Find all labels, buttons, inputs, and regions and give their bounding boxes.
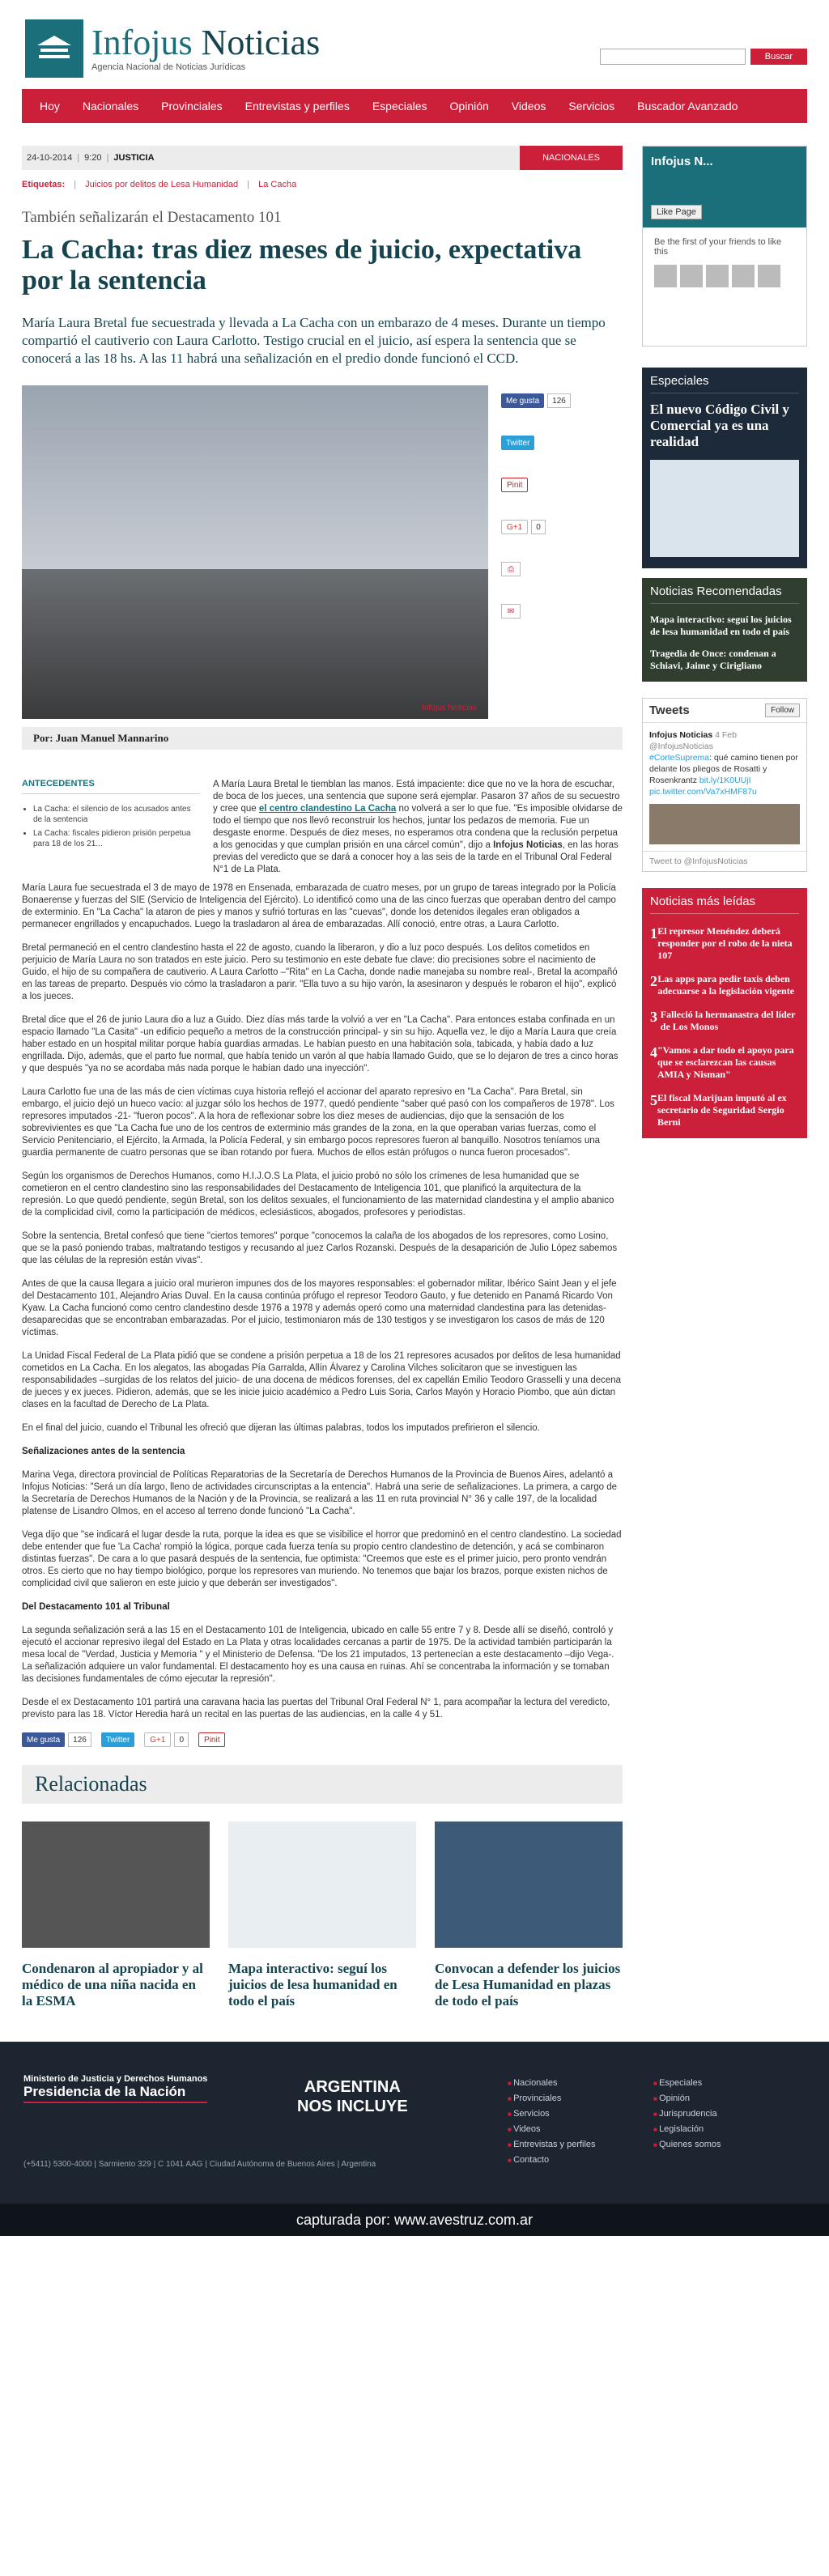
nav-opinion[interactable]: Opinión (449, 100, 489, 113)
facebook-avatars (654, 265, 795, 287)
article-paragraph: Vega dijo que "se indicará el lugar desde la ruta, porque la idea es que se visibilice el horror que predominó en el centro clandestino. La sociedad debe entender que fue 'La Cacha' rompió la lógica, porque cada fuerza tenía su propio centro clandestino de detención, y acá se combinaron distintas fuerzas". De cara a lo que pasará después de la sentencia, fue optimista: "Creemos que este es el primer juicio, pero pronto vendrán otros. Es cierto que no hay tiempo biológico, porque los represores van muriendo. No tenemos que bajar los brazos, porque existen nichos de complicidad civil que salieron en este juicio y que deberán ser investigados". (22, 1530, 622, 1588)
article-paragraph: Desde el ex Destacamento 101 partirá una caravana hacia las puertas del Tribunal Oral Federal N° 1, para acompañar la lectura del veredicto, previsto para las 18. Víctor Heredia hará un recital en las puertas de las audiencias, en la calle 4 y 51. (22, 1698, 610, 1719)
tweet-date: 4 Feb (715, 730, 737, 740)
article-column (22, 146, 623, 2009)
antecedents-title: ANTECEDENTES (22, 779, 200, 794)
especiales-title: Especiales (650, 374, 799, 393)
related-title: Relacionadas (22, 1765, 623, 1804)
email-icon[interactable]: ✉ (501, 604, 521, 618)
footer-link[interactable]: ■ Entrevistas y perfiles (508, 2137, 596, 2153)
tag-link[interactable]: La Cacha (258, 180, 297, 189)
article-paragraph: Sobre la sentencia, Bretal confesó que tiene "ciertos temores" porque "conocemos la calaña de los abogados de los represores, como Losino, que se la pasó poniendo trabas, maltratando testigos y recusando al juez Carlos Rozanski. Después de la desaparición de Julio López sabemos que las células de la represión están vivas". (22, 1231, 618, 1265)
mas-leida-item[interactable]: 2 Las apps para pedir taxis deben adecuarse a la legislación vigente (650, 973, 795, 997)
article-body (22, 882, 623, 1721)
article-photo[interactable] (22, 385, 488, 719)
article-kicker: También señalizarán el Destacamento 101 (22, 209, 282, 226)
footer-link[interactable]: ■ Contacto (508, 2153, 596, 2168)
related-image[interactable] (435, 1821, 623, 1948)
twitter-button[interactable]: Twitter (501, 436, 534, 450)
google-plus-count: 0 (174, 1732, 189, 1747)
article-paragraph: La Unidad Fiscal Federal de La Plata pidió que se condene a prisión perpetua a 18 de los 21 represores acusados por delitos de lesa humanidad cometidos en La Cacha. En los alegatos, las abogadas Pía Garralda, Allín Álvarez y Carolina Vilches solicitaron que se investiguen las responsabilidades –surgidas de los relatos del juicio- de una docena de médicos forenses, del ex capellán Emilio Teodoro Grasselli y una decena de jueces y ex jueces. Pidieron, además, que se les inicie juicio académico a Pedro Luis Soria, Carlos Mayón y Horacio Piombo, que aún dictan clases en la facultad de Derecho de La Plata. (22, 1351, 622, 1409)
nav-nacionales[interactable]: Nacionales (82, 100, 139, 113)
tags-label: Etiquetas: (22, 180, 66, 189)
related-image[interactable] (228, 1821, 416, 1948)
nav-videos[interactable]: Videos (511, 100, 546, 113)
inline-link-la-cacha[interactable]: el centro clandestino La Cacha (258, 804, 397, 814)
facebook-like-page-button[interactable]: Like Page (651, 205, 702, 219)
argentina-nos-incluye-logo: ARGENTINA NOS INCLUYE (297, 2078, 408, 2115)
facebook-like-count: 126 (547, 393, 571, 408)
especiales-box (642, 368, 807, 568)
search-button[interactable]: Buscar (750, 49, 807, 65)
related-item[interactable] (22, 1821, 210, 2009)
footer-link[interactable]: ■ Jurisprudencia (653, 2106, 721, 2122)
logo-subtitle: Agencia Nacional de Noticias Jurídicas (91, 62, 246, 72)
mas-leida-item[interactable]: 1 El represor Menéndez deberá responder por el robo de la nieta 107 (650, 925, 793, 961)
article-paragraph: La segunda señalización será a las 15 en el Destacamento 101 de Inteligencia, ubicado en calle 55 entre 7 y 8. Desde allí se diseñó, controló y ejecutó el accionar represivo ilegal del Estado en La Plata y otras localidades cercanas a partir de 1975. De la actividad también participarán la mesa local de "Verdad, Justicia y Memoria " y el Ministerio de Defensa. "De los 21 imputados, 13 pertenecían a este destacamento –dijo Vega-. La señalización adquiere un valor fundamental. El destacamento hoy es una causa en ruinas. Ahí se concentraba la información y se tomaban las decisiones fundamentales de cómo ejecutar la represión". (22, 1626, 614, 1684)
footer-link[interactable]: ■ Videos (508, 2122, 596, 2137)
share-bar-bottom (22, 1732, 623, 1747)
article-summary: María Laura Bretal fue secuestrada y llevada a La Cacha con un embarazo de 4 meses. Durante un tiempo compartió el cautiverio con Laura Carlotto. Testigo crucial en el juicio, así espera la sentencia que se conocerá a las 18 hs. A las 11 habrá una señalización en el predio donde funcionó el CCD. (22, 315, 606, 366)
section-badge[interactable]: NACIONALES (520, 146, 623, 170)
logo-title: Infojus Noticias (91, 23, 321, 62)
nav-provinciales[interactable]: Provinciales (161, 100, 223, 113)
footer-link[interactable]: ■ Opinión (653, 2091, 721, 2106)
photo-credit: Infojus Noticias (422, 704, 477, 712)
related-item[interactable] (228, 1821, 416, 2009)
tweet-input[interactable]: Tweet to @InfojusNoticias (643, 851, 806, 871)
facebook-widget-text: Be the first of your friends to like this (654, 237, 782, 257)
nav-buscador[interactable]: Buscador Avanzado (637, 100, 738, 113)
recomendadas-title: Noticias Recomendadas (650, 584, 799, 604)
logo-icon (25, 19, 83, 78)
tweet-link[interactable]: bit.ly/1K0UUjI (699, 776, 751, 785)
tweet-text: : qué camino tienen por delante los pliegos de Rosatti y Rosenkrantz (649, 753, 798, 785)
mas-leida-item[interactable]: 4 "Vamos a dar todo el apoyo para que se esclarezcan las causas AMIA y Nisman" (650, 1044, 794, 1080)
article-section[interactable]: JUSTICIA (113, 153, 155, 163)
footer-links-2 (653, 2076, 721, 2153)
article-lead: A María Laura Bretal le tiemblan las manos. Está impaciente: dice que no ve la hora de escuchar, de boca de los jueces, una sentencia que supone será ejemplar. Pasaron 37 años de su secuestro y cree que el centro clandestino La Cacha no volverá a ser lo que fue. "Es imposible olvidarse de todo el tiempo que nos llevó reconstruir los hechos, juntar los pedazos de memoria. Fue un desgaste enorme. Después de diez meses, no esperamos otra condena que la reclusión perpetua a los genocidas y que cumplan prisión en una cárcel común", dijo a Infojus Noticias, en las horas previas del veredicto que se dará a conocer hoy a las seis de la tarde en el Tribunal Oral Federal N°1 de La Plata. (213, 780, 623, 874)
twitter-widget (642, 698, 807, 872)
subheading-destacamento: Del Destacamento 101 al Tribunal (22, 1602, 170, 1612)
recomendada-link[interactable]: Tragedia de Once: condenan a Schiavi, Jaime y Cirigliano (650, 648, 776, 671)
nav-servicios[interactable]: Servicios (568, 100, 615, 113)
mas-leida-item[interactable]: 5 El fiscal Marijuan imputó al ex secretario de Seguridad Sergio Berni (650, 1092, 787, 1128)
footer-link[interactable]: ■ Servicios (508, 2106, 596, 2122)
article-date: 24-10-2014 (27, 153, 73, 163)
pinterest-button[interactable]: Pinit (198, 1732, 225, 1747)
nav-especiales[interactable]: Especiales (372, 100, 427, 113)
twitter-follow-button[interactable]: Follow (765, 704, 800, 717)
search-form (600, 49, 807, 65)
mas-leidas-box (642, 888, 807, 1138)
nav-entrevistas[interactable]: Entrevistas y perfiles (244, 100, 350, 113)
twitter-button[interactable]: Twitter (101, 1732, 134, 1747)
search-input[interactable] (600, 49, 746, 65)
article-paragraph: En el final del juicio, cuando el Tribunal les ofreció que dijeran las últimas palabras, todos los imputados prefirieron el silencio. (22, 1423, 540, 1433)
sidebar (642, 146, 807, 2009)
tweet-hashtag[interactable]: #CorteSuprema (649, 753, 710, 763)
related-item-title[interactable]: Condenaron al apropiador y al médico de una niña nacida en la ESMA (22, 1961, 203, 2009)
footer-link[interactable]: ■ Quienes somos (653, 2137, 721, 2153)
article-paragraph: Bretal permaneció en el centro clandestino hasta el 22 de agosto, cuando la liberaron, y dio a luz poco después. Los delitos cometidos en perjuicio de María Laura no son tratados en este juicio. Pero su testimonio en este debate fue clave: dio precisiones sobre el nacimiento de Guido, el hijo de su compañera de cautiverio. A Laura Carlotto –"Rita" en La Cacha, donde nadie manejaba su nombre real-, Bretal la acompañó en las tareas de preparto. Después vio cómo la trasladaron a parir. "Ella tuvo a su hijo varón, la asesinaron y después le robaron el hijo", explicó a los jueces. (22, 943, 618, 1001)
nav-hoy[interactable]: Hoy (40, 100, 60, 113)
recomendadas-box (642, 578, 807, 682)
main-nav (22, 89, 807, 123)
site-footer (0, 2042, 829, 2204)
related-item-title[interactable]: Mapa interactivo: seguí los juicios de lesa humanidad en todo el país (228, 1961, 397, 2009)
antecedent-link[interactable]: • La Cacha: el silencio de los acusados antes de la sentencia (33, 804, 200, 825)
google-plus-button[interactable]: G+1 (501, 520, 528, 534)
footer-links-1 (508, 2076, 596, 2168)
footer-address: (+5411) 5300-4000 | Sarmiento 329 | C 1041 AAG | Ciudad Autónoma de Buenos Aires | Argentina (23, 2160, 376, 2169)
antecedent-link[interactable]: • La Cacha: fiscales pidieron prisión perpetua para 18 de los 21... (33, 828, 200, 849)
article-tags: Etiquetas: | Juicios por delitos de Lesa Humanidad | La Cacha (22, 180, 297, 189)
mas-leidas-title: Noticias más leídas (650, 895, 799, 914)
tag-link[interactable]: Juicios por delitos de Lesa Humanidad (85, 180, 239, 189)
facebook-widget (642, 146, 807, 346)
ministerio-logo[interactable]: Ministerio de Justicia y Derechos Humanos Presidencia de la Nación (23, 2074, 207, 2103)
article-paragraph: Antes de que la causa llegara a juicio oral murieron impunes dos de los mayores responsables: el gobernador militar, Ibérico Saint Jean y el jefe del Destacamento 101, Alejandro Arias Duval. En la causa continúa prófugo el represor Teodoro Gauto, y fue detenido en Panamá Ricardo Von Kyaw. La Cacha funcionó como centro clandestino desde 1976 a 1978 y además operó como una maternidad clandestina para las detenidas-desaparecidas que se encontraban embarazadas. Por el juicio, testimoniaron más de 130 testigos y se investigaron los casos de más de 120 víctimas. (22, 1279, 617, 1337)
article-paragraph: María Laura fue secuestrada el 3 de mayo de 1978 en Ensenada, embarazada de cuatro meses, por un grupo de tareas integrado por la Policía Bonaerense y fuerzas del SIE (Servicio de Inteligencia del Ejército). Lo identificó como una de las cinco fuerzas que operaban dentro del campo de exterminio. En "La Cacha" la ataron de pies y manos y sufrió torturas en las "cuevas", donde los detenidos ilegales eran obligados a permanecer engrillados y encapuchados. Luego la trasladaron al área de embarazadas. Allí conoció, entre otras, a Laura Carlotto. (22, 883, 616, 929)
recomendada-link[interactable]: Mapa interactivo: seguí los juicios de lesa humanidad en todo el país (650, 614, 792, 637)
especiales-image[interactable] (650, 460, 799, 557)
print-icon[interactable]: ⎙ (501, 562, 521, 576)
tweet-handle[interactable]: @InfojusNoticias (649, 742, 713, 751)
footer-link[interactable]: ■ Provinciales (508, 2091, 596, 2106)
share-column (501, 385, 623, 719)
footer-link[interactable]: ■ Especiales (653, 2076, 721, 2091)
google-plus-count: 0 (531, 520, 546, 534)
tweets-title: Tweets (649, 704, 690, 717)
article-paragraph: Laura Carlotto fue una de las más de cien víctimas cuya historia reflejó el accionar del aparato represivo en "La Cacha". Para Bretal, sin embargo, el juicio dejó un hueco vacío: al juzgar sólo los hechos de 1977, quedó pendiente "saber qué pasó con los compañeros de 1978". Los represores imputados -21- "fueron pocos". A la hora de reflexionar sobre los diez meses de audiencias, dijo que la sensación de los sobrevivientes es que "La Cacha fue uno de los centros de exterminio más grandes de la zona, en la que operaban varias fuerzas, como el Servicio Penitenciario, el Ejército, la Armada, la Policía Federal, y sin embargo pocos represores fueron al banquillo. Nosotros teníamos una guardia permanente de cuatro personas que se iban rotando por fuera. Muchos de ellos están prófugos o nunca fueron procesados". (22, 1087, 614, 1158)
tweet-pic-link[interactable]: pic.twitter.com/Va7xHMF87u (649, 787, 757, 797)
article-meta: 24-10-2014 | 9:20 | JUSTICIA NACIONALES (22, 146, 623, 170)
related-antecedents (22, 779, 200, 876)
site-logo[interactable] (25, 19, 320, 78)
tweet-image[interactable] (649, 804, 800, 844)
footer-link[interactable]: ■ Legislación (653, 2122, 721, 2137)
footer-link[interactable]: ■ Nacionales (508, 2076, 596, 2091)
google-plus-button[interactable]: G+1 (144, 1732, 171, 1747)
facebook-like-button[interactable]: Me gusta (501, 393, 544, 408)
article-paragraph: Bretal dice que el 26 de junio Laura dio a luz a Guido. Diez días más tarde la volvió a ver en "La Cacha". Para entonces estaba confinada en un espacio llamado "La Casita" -un edificio pequeño a metros de la construcción principal- y sin su hijo. Aquella vez, le dijo a María Laura que creía haber estado en un hospital militar porque había guardias armadas. Le habían puesto en una habitación sola, tabicada, y había dado a luz engrillada. Dijo, además, que el parto fue normal, que había tenido un varón al que había llamado Guido, que se lo dejaron de tres a cinco horas y que después "ya no se acordaba más nada porque le habían dado una inyección". (22, 1015, 619, 1073)
site-header (22, 0, 807, 89)
pinterest-button[interactable]: Pinit (501, 478, 528, 492)
related-image[interactable] (22, 1821, 210, 1948)
article-author: Por: Juan Manuel Mannarino (22, 727, 623, 750)
related-item[interactable] (435, 1821, 623, 2009)
capture-credit: capturada por: www.avestruz.com.ar (0, 2204, 829, 2236)
article-title: La Cacha: tras diez meses de juicio, expectativa por la sentencia (22, 235, 582, 295)
article-paragraph: Marina Vega, directora provincial de Políticas Reparatorias de la Secretaría de Derechos Humanos de la Provincia de Buenos Aires, adelantó a Infojus Noticias: "Será un día largo, lleno de actividades circunscriptas a la entencia". Habrá una serie de señalizaciones. La primera, a cargo de la Secretaría de Derechos Humanos de la Nación y de la Provincia, se realizará a las 11 en ruta provincial N° 36 y calle 197, de la localidad platense de Lisandro Olmos, en el acceso al terreno donde funcionó "La Cacha". (22, 1470, 617, 1516)
facebook-like-button[interactable]: Me gusta (22, 1732, 65, 1747)
especiales-item[interactable]: El nuevo Código Civil y Comercial ya es una realidad (650, 402, 789, 449)
facebook-like-count: 126 (68, 1732, 91, 1747)
related-section (22, 1765, 623, 2009)
article-time: 9:20 (84, 153, 102, 163)
subheading-senalizaciones: Señalizaciones antes de la sentencia (22, 1447, 185, 1456)
tweet-author[interactable]: Infojus Noticias (649, 730, 713, 740)
mas-leida-item[interactable]: 3 Falleció la hermanastra del líder de Los Monos (650, 1009, 796, 1032)
related-item-title[interactable]: Convocan a defender los juicios de Lesa Humanidad en plazas de todo el país (435, 1961, 621, 2009)
facebook-page-name[interactable]: Infojus N... (651, 155, 713, 168)
article-paragraph: Según los organismos de Derechos Humanos, como H.I.J.O.S La Plata, el juicio probó no sólo los crímenes de lesa humanidad que se cometieron en el centro clandestino sino las responsabilidades del Destacamento de Inteligencia 101, que planificó la arquitectura de la represión. Lo que quedó pendiente, según Bretal, son los delitos sexuales, el funcionamiento de las maternidad clandestina y el amplio abanico de la complicidad civil, como la participación de médicos, eclesiásticos, abogados, profesores y periodistas. (22, 1171, 614, 1218)
